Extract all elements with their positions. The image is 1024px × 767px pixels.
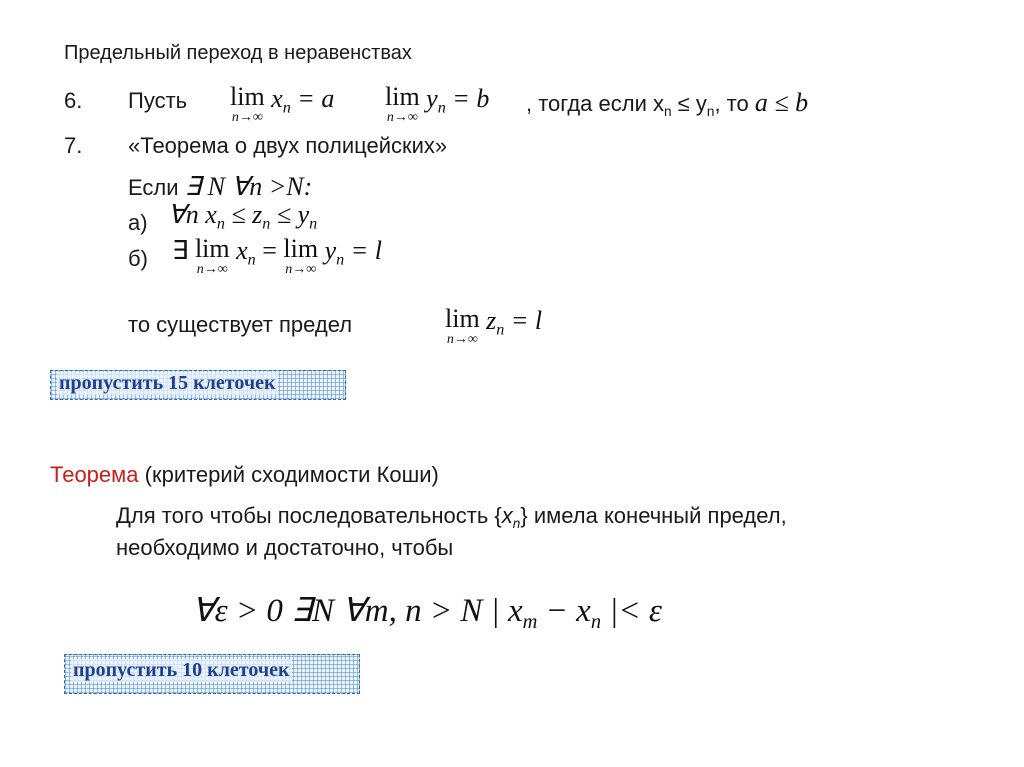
a-mid2: ≤ y — [270, 200, 310, 229]
skip-15-text: пропустить 15 клеточек — [59, 372, 276, 394]
c-z-sub: n — [496, 321, 505, 339]
item-6-number: 6. — [64, 88, 83, 113]
conclusion-formula — [445, 306, 542, 347]
lim2-sub: n — [437, 99, 446, 117]
condition-b-label: б) — [128, 246, 148, 271]
limit-x-formula — [230, 84, 334, 125]
condition-b-formula — [172, 236, 382, 277]
a-pre: ∀n x — [168, 200, 217, 229]
skip-10-text: пропустить 10 клеточек — [73, 659, 290, 681]
theorem-word: Теорема — [50, 462, 139, 487]
cauchy-sub-m: m — [522, 611, 538, 634]
lim-under: n→∞ — [446, 332, 478, 347]
xn-sub: n — [663, 103, 672, 119]
yn-sub: n — [706, 103, 715, 119]
line1-pre: Для того чтобы последовательность { — [116, 503, 502, 528]
conclusion-text: то существует предел — [128, 312, 353, 337]
cauchy-mid: − x — [537, 593, 591, 629]
lim2-expr: y — [426, 84, 438, 113]
item-6-then — [526, 88, 808, 118]
b-y-sub: n — [336, 251, 345, 269]
skip-10-note — [64, 654, 360, 694]
to-text: , то — [714, 91, 755, 116]
exists-symbol: ∃ — [172, 236, 189, 265]
then-text: , тогда если x — [526, 91, 664, 116]
if-line — [128, 172, 312, 202]
b-x-sub: n — [247, 251, 256, 269]
b-y: y — [324, 236, 337, 265]
cauchy-post: |< ε — [601, 593, 662, 629]
cauchy-pre: ∀ε > 0 ∃N ∀m, n > N | x — [192, 593, 523, 629]
a-leq-b: a ≤ b — [754, 88, 809, 117]
lim1-sub: n — [282, 99, 291, 117]
line1-x: x — [501, 503, 513, 528]
a-sub3: n — [309, 215, 318, 233]
a-sub1: n — [216, 215, 225, 233]
lim1-rhs: = a — [297, 84, 335, 113]
skip-15-note — [50, 370, 346, 400]
limit-y-formula — [385, 84, 489, 125]
lim-word: lim — [385, 82, 420, 111]
lim-word: lim — [283, 234, 319, 263]
lim-under: n→∞ — [386, 110, 418, 125]
item-7-heading: «Теорема о двух полицейских» — [128, 133, 448, 158]
slide-title: Предельный переход в неравенствах — [64, 42, 412, 64]
b-x: x — [236, 236, 248, 265]
line1-post: } имела конечный предел, — [520, 503, 787, 528]
condition-a-label: а) — [128, 210, 148, 235]
line1-x-sub: n — [512, 515, 521, 531]
b-rhs: = l — [344, 236, 382, 265]
theorem-line — [50, 462, 439, 488]
item-7-number: 7. — [64, 133, 83, 158]
theorem-line-2: необходимо и достаточно, чтобы — [116, 535, 454, 560]
cauchy-sub-n: n — [590, 611, 602, 634]
lim1-expr: x — [271, 84, 283, 113]
lim2-rhs: = b — [452, 84, 490, 113]
a-mid1: ≤ z — [224, 200, 263, 229]
b-eq: = — [255, 236, 284, 265]
lim-under: n→∞ — [196, 262, 228, 277]
theorem-paren: (критерий сходимости Коши) — [138, 462, 439, 487]
if-label: Если — [128, 175, 185, 200]
c-rhs: = l — [504, 306, 543, 335]
lim-word: lim — [445, 304, 480, 333]
theorem-line-1 — [116, 503, 787, 529]
lim-word: lim — [230, 82, 265, 111]
lim-under: n→∞ — [285, 262, 317, 277]
leq-text: ≤ y — [671, 91, 707, 116]
c-z: z — [486, 306, 497, 335]
if-formula: ∃ N ∀n >N: — [184, 172, 313, 201]
cauchy-formula — [192, 590, 662, 634]
lim-under: n→∞ — [231, 110, 263, 125]
lim-word: lim — [194, 234, 230, 263]
item-6-lead: Пусть — [128, 88, 188, 113]
condition-a-formula — [168, 200, 318, 233]
a-sub2: n — [262, 215, 271, 233]
